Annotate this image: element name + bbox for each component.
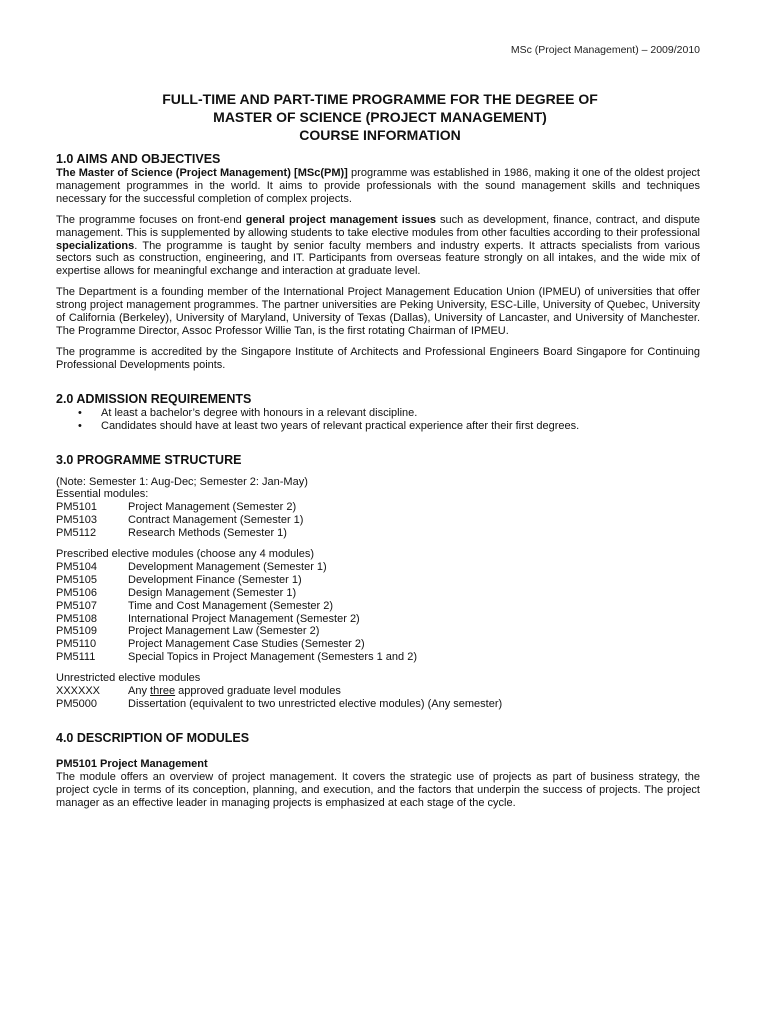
module-row (56, 514, 700, 527)
module-row (56, 501, 700, 514)
prescribed-modules-list (56, 561, 700, 664)
aims-p2-bold-1: general project management issues (245, 213, 436, 226)
module-name-part: approved graduate level modules (175, 685, 341, 698)
module-name: Development Management (Semester 1) (128, 560, 327, 573)
module-code: PM5109 (56, 625, 97, 638)
module-code: PM5105 (56, 573, 97, 586)
module-row (56, 651, 700, 664)
aims-paragraph-1 (56, 167, 700, 206)
essential-modules-list (56, 501, 700, 540)
module-row (56, 685, 700, 698)
aims-p2-text-a: The programme focuses on front-end (56, 213, 246, 226)
module-name: Contract Management (Semester 1) (128, 514, 304, 527)
module-code: PM5104 (56, 560, 97, 573)
admission-list (56, 407, 700, 433)
aims-p1-text: programme was established in 1986, making it one of the oldest project management programmes in the world. It aims to provide professionals with the sound management skills and techniques necessary for the successful completion of complex projects. (56, 167, 700, 205)
aims-p2-text-b: such as development, finance, contract, and dispute management. This is supplemented by allowing students to take elective modules from other faculties according to their professional (56, 213, 700, 239)
module-row (56, 638, 700, 651)
module-row (56, 613, 700, 626)
module-code: PM5000 (56, 698, 97, 710)
list-item: • At least a bachelor’s degree with honours in a relevant discipline. (56, 407, 700, 420)
module-name: Development Finance (Semester 1) (128, 573, 302, 586)
module-name: Time and Cost Management (Semester 2) (128, 599, 334, 612)
module-code: PM5110 (56, 638, 97, 651)
module-name: Project Management Case Studies (Semester 2) (128, 638, 365, 651)
module-name (128, 685, 700, 698)
module-code: PM5111 (56, 651, 96, 664)
prescribed-modules-label: Prescribed elective modules (choose any 4 modules) (56, 548, 315, 561)
module-code: PM5107 (56, 599, 97, 612)
module-description-pm5101: The module offers an overview of project management. It covers the strategic use of projects as part of business strategy, the project cycle in terms of its conception, planning, and execution, and the factors that underpin the success of projects. The project manager as an effective leader in managing projects is emphasized at each stage of the cycle. (56, 770, 700, 809)
module-row (56, 625, 700, 638)
title-line-2: MASTER OF SCIENCE (PROJECT MANAGEMENT) (213, 109, 547, 125)
module-row (56, 600, 700, 613)
running-header: MSc (Project Management) – 2009/2010 (510, 44, 700, 56)
module-row (56, 527, 700, 540)
aims-paragraph-2 (56, 214, 700, 279)
module-name: Project Management (Semester 2) (128, 501, 297, 514)
section-heading-aims: 1.0 AIMS AND OBJECTIVES (56, 152, 221, 166)
module-name: Special Topics in Project Management (Semesters 1 and 2) (128, 651, 417, 664)
section-heading-admission: 2.0 ADMISSION REQUIREMENTS (56, 391, 252, 406)
unrestricted-modules-label: Unrestricted elective modules (56, 672, 201, 685)
module-code: PM5101 (56, 501, 97, 514)
module-code: PM5108 (56, 612, 97, 625)
module-name: Dissertation (equivalent to two unrestricted elective modules) (Any semester) (128, 698, 503, 710)
title-line-3: COURSE INFORMATION (299, 127, 461, 143)
aims-p2-bold-2: specializations (56, 239, 135, 252)
module-row (56, 574, 700, 587)
aims-p1-bold: The Master of Science (Project Management) [MSc(PM)] (56, 167, 348, 179)
title-line-1: FULL-TIME AND PART-TIME PROGRAMME FOR THE DEGREE OF (162, 91, 598, 107)
semester-note: (Note: Semester 1: Aug-Dec; Semester 2: Jan-May) (56, 475, 308, 488)
module-row (56, 561, 700, 574)
module-name: Design Management (Semester 1) (128, 586, 297, 599)
list-item: • Candidates should have at least two years of relevant practical experience after their first degrees. (56, 420, 700, 433)
module-name: International Project Management (Semester 2) (128, 612, 360, 625)
module-name: Research Methods (Semester 1) (128, 527, 287, 540)
module-code: XXXXXX (56, 685, 101, 698)
module-name-underlined: three (150, 685, 176, 698)
section-heading-modules: 4.0 DESCRIPTION OF MODULES (56, 730, 250, 745)
section-heading-structure: 3.0 PROGRAMME STRUCTURE (56, 452, 242, 467)
module-code: PM5103 (56, 514, 97, 527)
aims-paragraph-4: The programme is accredited by the Singapore Institute of Architects and Professional Engineers Board Singapore for Continuing Professional Developments points. (56, 345, 700, 371)
module-title-pm5101: PM5101 Project Management (56, 757, 208, 770)
unrestricted-modules-list (56, 685, 700, 711)
module-name-part: Any (128, 685, 151, 698)
module-code: PM5106 (56, 586, 97, 599)
module-name: Project Management Law (Semester 2) (128, 625, 320, 638)
aims-paragraph-3: The Department is a founding member of the International Project Management Education Union (IPMEU) of universities that offer strong project management programmes. The partner universities are Peking University, ESC-Lille, University of Quebec, University of California (Berkeley), University of Maryland, University of Texas (Dallas), University of Lancaster, and University of Manchester. The Programme Director, Assoc Professor Willie Tan, is the first rotating Chairman of IPMEU. (56, 286, 700, 337)
aims-p2-text-c: . The programme is taught by senior faculty members and industry experts. It attracts specialists from various sectors such as construction, engineering, and IT. Participants from overseas feature strongly on all intakes, and the wide mix of expertise allows for meaningful exchange and interaction at graduate level. (56, 239, 700, 278)
document-title (56, 90, 704, 144)
essential-modules-label: Essential modules: (56, 488, 149, 501)
module-row (56, 698, 700, 711)
module-row (56, 587, 700, 600)
document-body (56, 152, 700, 810)
module-code: PM5112 (56, 527, 97, 540)
